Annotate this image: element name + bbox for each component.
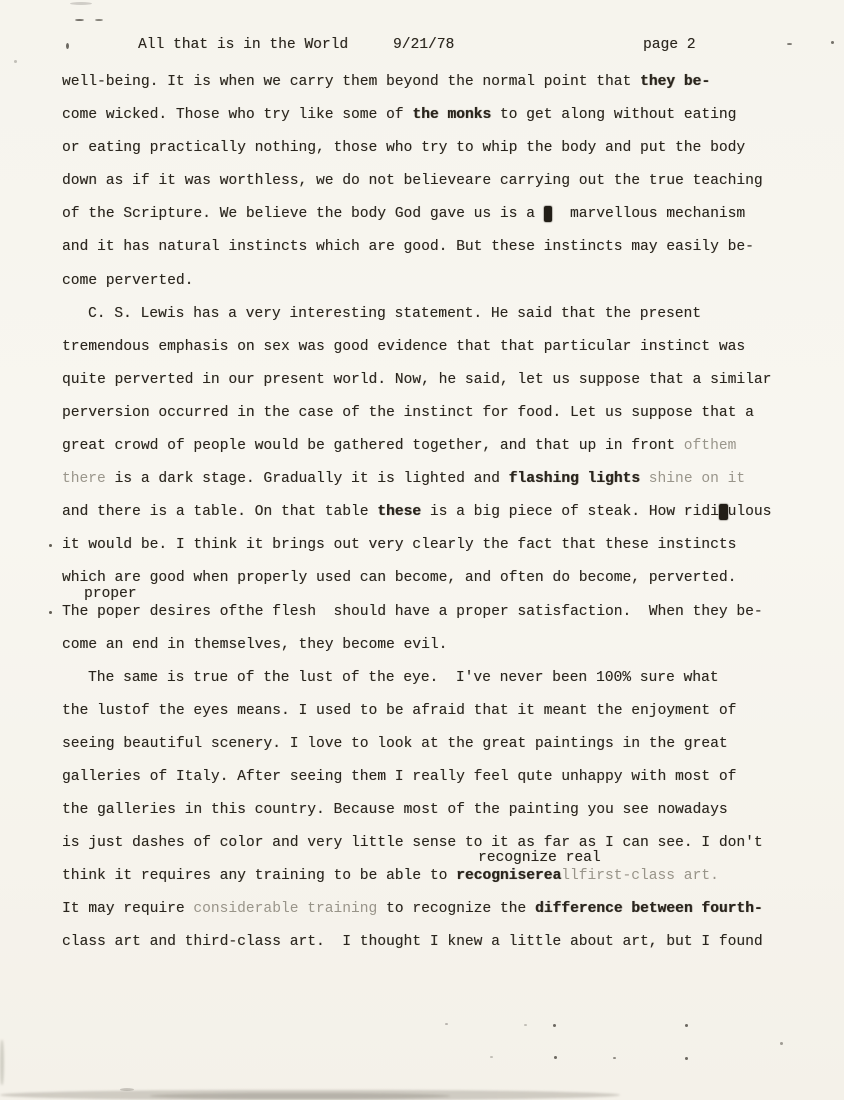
- text-segment: is a big piece of steak. How ridi: [421, 504, 719, 521]
- text-segment: come an end in themselves, they become evil.: [62, 636, 448, 653]
- text-segment: and it has natural instincts which are good. But these instincts may easily be-: [62, 239, 754, 256]
- text-segment: well-being. It is when we carry them beyond the normal point that: [62, 74, 641, 90]
- margin-dot-mark: [49, 611, 52, 614]
- text-line: [62, 165, 802, 198]
- text-segment: shine on it: [640, 471, 746, 488]
- text-line: [62, 695, 802, 728]
- text-segment: the lustof the eyes means. I used to be afraid that it meant the enjoyment of: [62, 702, 737, 719]
- text-segment: is a dark stage. Gradually it is lighted and: [105, 471, 509, 488]
- scan-speck: [70, 2, 92, 5]
- text-line: [62, 132, 802, 165]
- scan-speck: [685, 1057, 688, 1060]
- document-date: 9/21/78: [393, 37, 455, 53]
- text-segment: ofthem: [683, 438, 737, 455]
- text-line: [62, 463, 802, 496]
- text-segment: to get along without eating: [491, 107, 737, 124]
- text-segment: marvellous mechanism: [552, 206, 746, 223]
- text-line: [62, 265, 802, 298]
- text-segment: down as if it was worthless, we do not believeare carrying out the true teaching: [62, 173, 763, 190]
- text-segment: is just dashes of color and very little sense to it as far as I can see. I don't: [62, 835, 763, 852]
- text-segment: recogniserea: [456, 868, 562, 885]
- scan-speck: [780, 1042, 783, 1045]
- text-segment: think it requires any training to be able to: [62, 868, 457, 885]
- scan-speck: [613, 1057, 616, 1059]
- text-segment: class art and third-class art. I thought I knew a little about art, but I found: [62, 934, 763, 951]
- text-segment: C. S. Lewis has a very interesting statement. He said that the present: [88, 305, 702, 322]
- interlinear-correction: recognize real: [478, 850, 601, 867]
- text-segment: considerable training: [193, 901, 378, 918]
- text-segment: come perverted.: [62, 272, 194, 289]
- text-line: [62, 430, 802, 463]
- text-segment: perversion occurred in the case of the instinct for food. Let us suppose that a: [62, 404, 754, 421]
- text-segment: seeing beautiful scenery. I love to look at the great paintings in the great: [62, 735, 728, 752]
- text-line: [62, 926, 802, 959]
- text-segment: great crowd of people would be gathered together, and that up in front: [62, 438, 684, 455]
- text-segment: it would be. I think it brings out very clearly the fact that these instincts: [62, 537, 737, 554]
- text-segment: they be-: [640, 74, 711, 90]
- document-title: All that is in the World: [138, 37, 349, 53]
- scan-smudge: [0, 1040, 4, 1085]
- document-body: [62, 66, 802, 960]
- text-segment: quite perverted in our present world. Now, he said, let us suppose that a similar: [62, 371, 772, 388]
- text-line: [62, 298, 802, 331]
- scan-speck: [553, 1024, 556, 1027]
- text-segment: difference between fourth-: [534, 901, 763, 918]
- text-segment: the galleries in this country. Because most of the painting you see nowadays: [62, 802, 728, 819]
- text-segment: c: [718, 504, 728, 521]
- text-line: [62, 662, 802, 695]
- text-segment: or eating practically nothing, those who try to whip the body and put the body: [62, 140, 746, 157]
- text-segment: ulous: [727, 504, 772, 521]
- interlinear-correction: proper: [84, 585, 137, 602]
- text-line: [62, 364, 802, 397]
- text-segment: tremendous emphasis on sex was good evidence that that particular instinct was: [62, 338, 746, 355]
- scan-speck: [685, 1024, 688, 1027]
- text-line: [62, 585, 802, 629]
- text-line: [62, 794, 802, 827]
- page-number: page 2: [643, 37, 696, 53]
- text-line: [62, 198, 802, 231]
- text-line: [62, 761, 802, 794]
- text-line: [62, 66, 802, 99]
- scan-speck: [490, 1056, 493, 1058]
- scan-speck: [14, 60, 17, 63]
- text-line: [62, 629, 802, 662]
- text-line: [62, 331, 802, 364]
- text-line: [62, 827, 802, 860]
- text-segment: come wicked. Those who try like some of: [62, 107, 413, 124]
- text-line: [62, 397, 802, 430]
- text-segment: It may require: [62, 901, 194, 918]
- scan-speck: [524, 1024, 527, 1026]
- text-segment: which are good when properly used can become, and often do become, perverted.: [62, 570, 737, 587]
- text-segment: to recognize the: [377, 901, 535, 918]
- text-segment: llfirst-class art.: [561, 868, 719, 885]
- scan-speck: [445, 1023, 448, 1025]
- text-segment: and there is a table. On that table: [62, 504, 378, 521]
- text-segment: of the Scripture. We believe the body God gave us is a: [62, 206, 544, 223]
- text-line: [62, 99, 802, 132]
- text-line: [62, 562, 802, 595]
- scan-speck: [554, 1056, 557, 1059]
- scan-speck: [75, 19, 84, 21]
- margin-dot-mark: [49, 544, 52, 547]
- scan-smudge: [150, 1093, 450, 1099]
- text-segment: m: [543, 206, 553, 223]
- text-segment: The same is true of the lust of the eye. I've never been 100% sure what: [88, 669, 719, 686]
- text-line: [62, 728, 802, 761]
- text-segment: flashing lights: [508, 471, 641, 488]
- text-line: [62, 496, 802, 529]
- scan-speck: [66, 43, 69, 49]
- text-segment: these: [377, 504, 422, 521]
- scan-speck: [787, 43, 792, 45]
- text-segment: the monks: [412, 107, 492, 124]
- text-line: [62, 529, 802, 562]
- text-line: [62, 893, 802, 926]
- text-line: [62, 231, 802, 264]
- text-segment: there: [62, 471, 106, 488]
- text-segment: galleries of Italy. After seeing them I really feel qute unhappy with most of: [62, 768, 737, 785]
- scan-speck: [831, 41, 834, 44]
- scan-speck: [95, 19, 103, 21]
- text-line: [62, 850, 802, 893]
- text-segment: The poper desires ofthe flesh should have a proper satisfaction. When they be-: [62, 603, 763, 620]
